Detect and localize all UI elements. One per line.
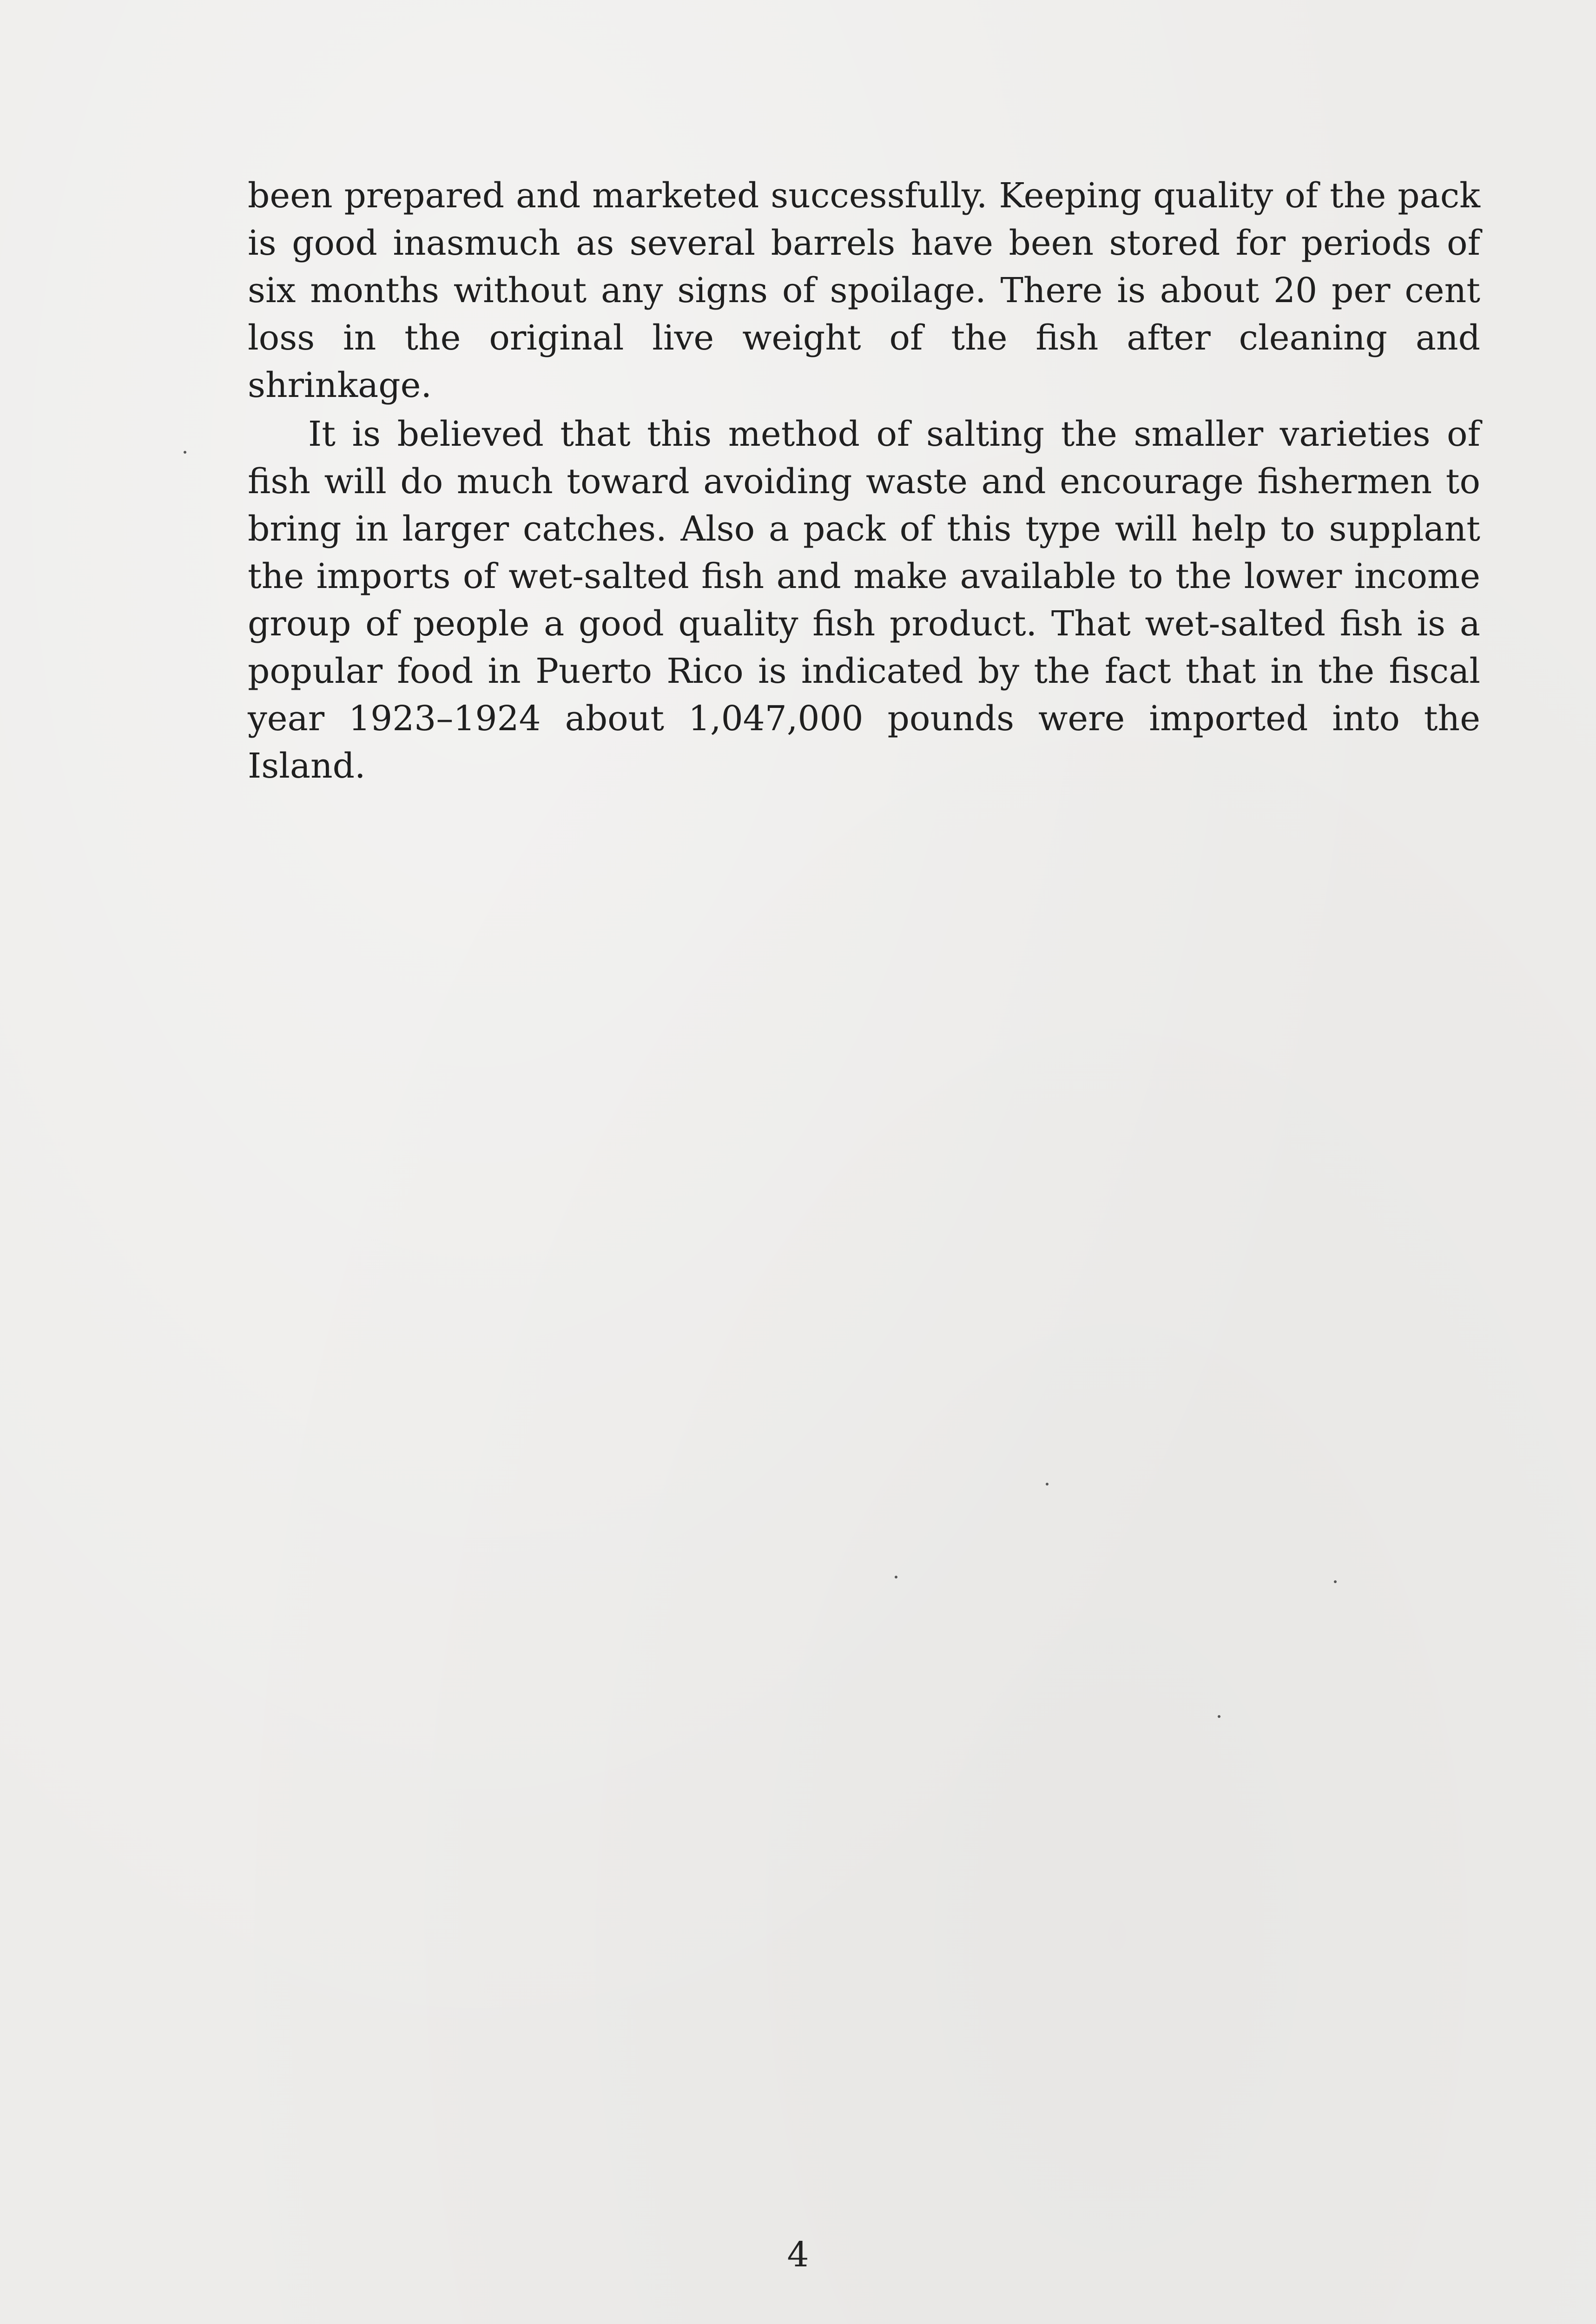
paper-speck bbox=[184, 451, 186, 454]
paper-speck bbox=[1046, 1483, 1049, 1486]
paragraph-1: been prepared and marketed successfully. Keeping quality of the pack is good inasmuch as several barrels have been stored for periods of six months without any signs of spoilage. There is about 20 per cent loss in the original live weight of the fish after cleaning and shrinkage. bbox=[248, 176, 1480, 405]
body-text bbox=[248, 172, 1480, 790]
paper-speck bbox=[1334, 1580, 1337, 1583]
page-number: 4 bbox=[787, 2235, 809, 2275]
paper-speck bbox=[1218, 1715, 1220, 1718]
paper-speck bbox=[895, 1576, 897, 1578]
paragraph-2: It is believed that this method of salting the smaller varieties of fish will do much toward avoiding waste and encourage fishermen to bring in larger catches. Also a pack of this type will help to supplant the imports of wet-salted fish and make available to the lower income group of people a good quality fish product. That wet-salted fish is a popular food in Puerto Rico is indicated by the fact that in the fiscal year 1923–1924 about 1,047,000 pounds were imported into the Island. bbox=[248, 414, 1480, 786]
